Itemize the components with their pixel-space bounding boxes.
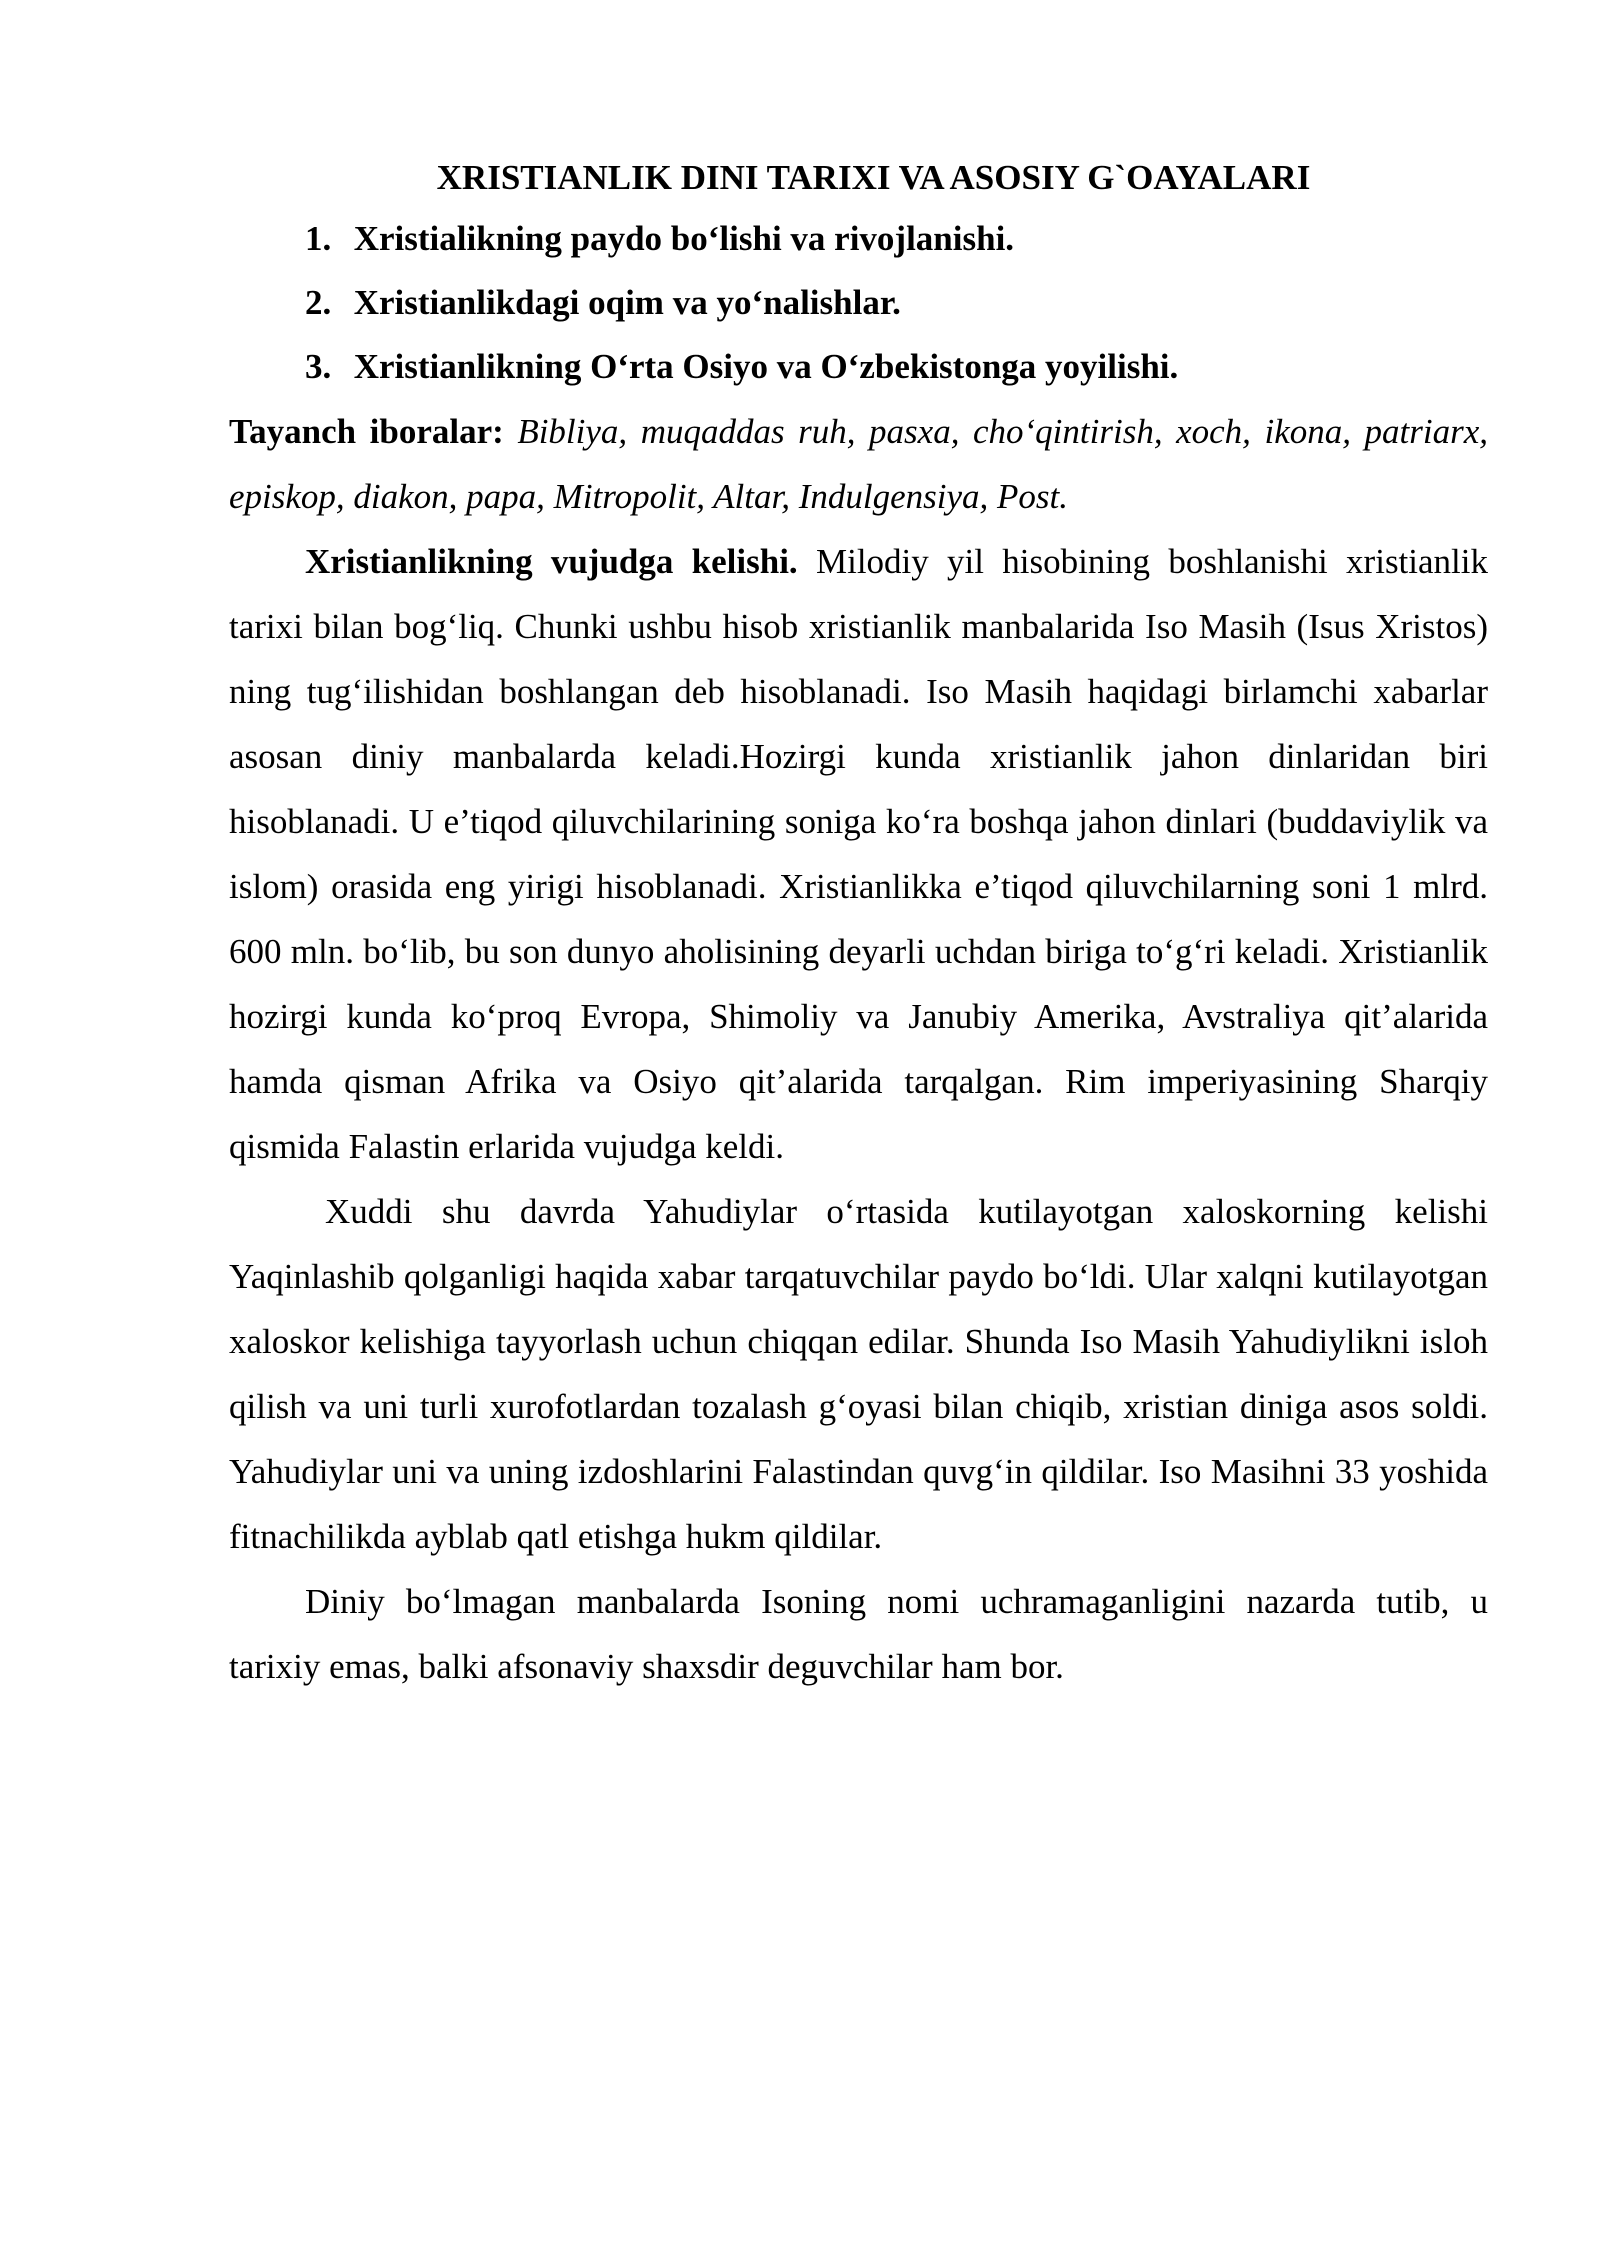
paragraph-text: Diniy bo‘lmagan manbalarda Isoning nomi uchramaganligini nazarda tutib, u tarixiy emas, balki afsonaviy shaxsdir deguvchilar ham bor. [229,1582,1488,1686]
keywords-list: Bibliya, muqaddas ruh, pasxa, cho‘qintirish, xoch, ikona, patriarx, episkop, diakon, papa, Mitropolit, Altar, Indulgensiya, Post. [229,412,1488,516]
plan-item-number: 1. [305,219,332,258]
plan-item [229,335,1488,399]
document-body [229,148,1488,1699]
lecture-plan [229,207,1488,399]
plan-item-number: 3. [305,347,332,386]
plan-item [229,207,1488,271]
plan-item-text: Xristianlikdagi oqim va yo‘nalishlar. [353,283,901,322]
plan-item-number: 2. [305,283,332,322]
plan-item-text: Xristianlikning O‘rta Osiyo va O‘zbekistonga yoyilishi. [353,347,1179,386]
paragraph-messiah [229,1179,1488,1569]
plan-item-text: Xristialikning paydo bo‘lishi va rivojlanishi. [353,219,1015,258]
keywords-paragraph [229,399,1488,529]
keywords-label: Tayanch iboralar: [229,412,504,451]
document-title: XRISTIANLIK DINI TARIXI VA ASOSIY G`OAYALARI [436,158,1311,197]
plan-item [229,271,1488,335]
paragraph-lead-heading: Xristianlikning vujudga kelishi. [305,542,798,581]
paragraph-sources [229,1569,1488,1699]
paragraph-text: Xuddi shu davrda Yahudiylar o‘rtasida kutilayotgan xaloskorning kelishi Yaqinlashib qolganligi haqida xabar tarqatuvchilar paydo bo‘ldi. Ular xalqni kutilayotgan xaloskor kelishiga tayyorlash uchun chiqqan edilar. Shunda Iso Masih Yahudiylikni isloh qilish va uni turli xurofotlardan tozalash g‘oyasi bilan chiqib, xristian diniga asos soldi. Yahudiylar uni va uning izdoshlarini Falastindan quvg‘in qildilar. Iso Masihni 33 yoshida fitnachilikda ayblab qatl etishga hukm qildilar. [229,1192,1488,1556]
paragraph-origin [229,529,1488,1179]
paragraph-text: Milodiy yil hisobining boshlanishi xristianlik tarixi bilan bog‘liq. Chunki ushbu hisob xristianlik manbalarida Iso Masih (Isus Xristos) ning tug‘ilishidan boshlangan deb hisoblanadi. Iso Masih haqidagi birlamchi xabarlar asosan diniy manbalarda keladi.Hozirgi kunda xristianlik jahon dinlaridan biri hisoblanadi. U e’tiqod qiluvchilarining soniga ko‘ra boshqa jahon dinlari (buddaviylik va islom) orasida eng yirigi hisoblanadi. Xristianlikka e’tiqod qiluvchilarning soni 1 mlrd. 600 mln. bo‘lib, bu son dunyo aholisining deyarli uchdan biriga to‘g‘ri keladi. Xristianlik hozirgi kunda ko‘proq Evropa, Shimoliy va Janubiy Amerika, Avstraliya qit’alarida hamda qisman Afrika va Osiyo qit’alarida tarqalgan. Rim imperiyasining Sharqiy qismida Falastin erlarida vujudga keldi. [229,542,1488,1166]
